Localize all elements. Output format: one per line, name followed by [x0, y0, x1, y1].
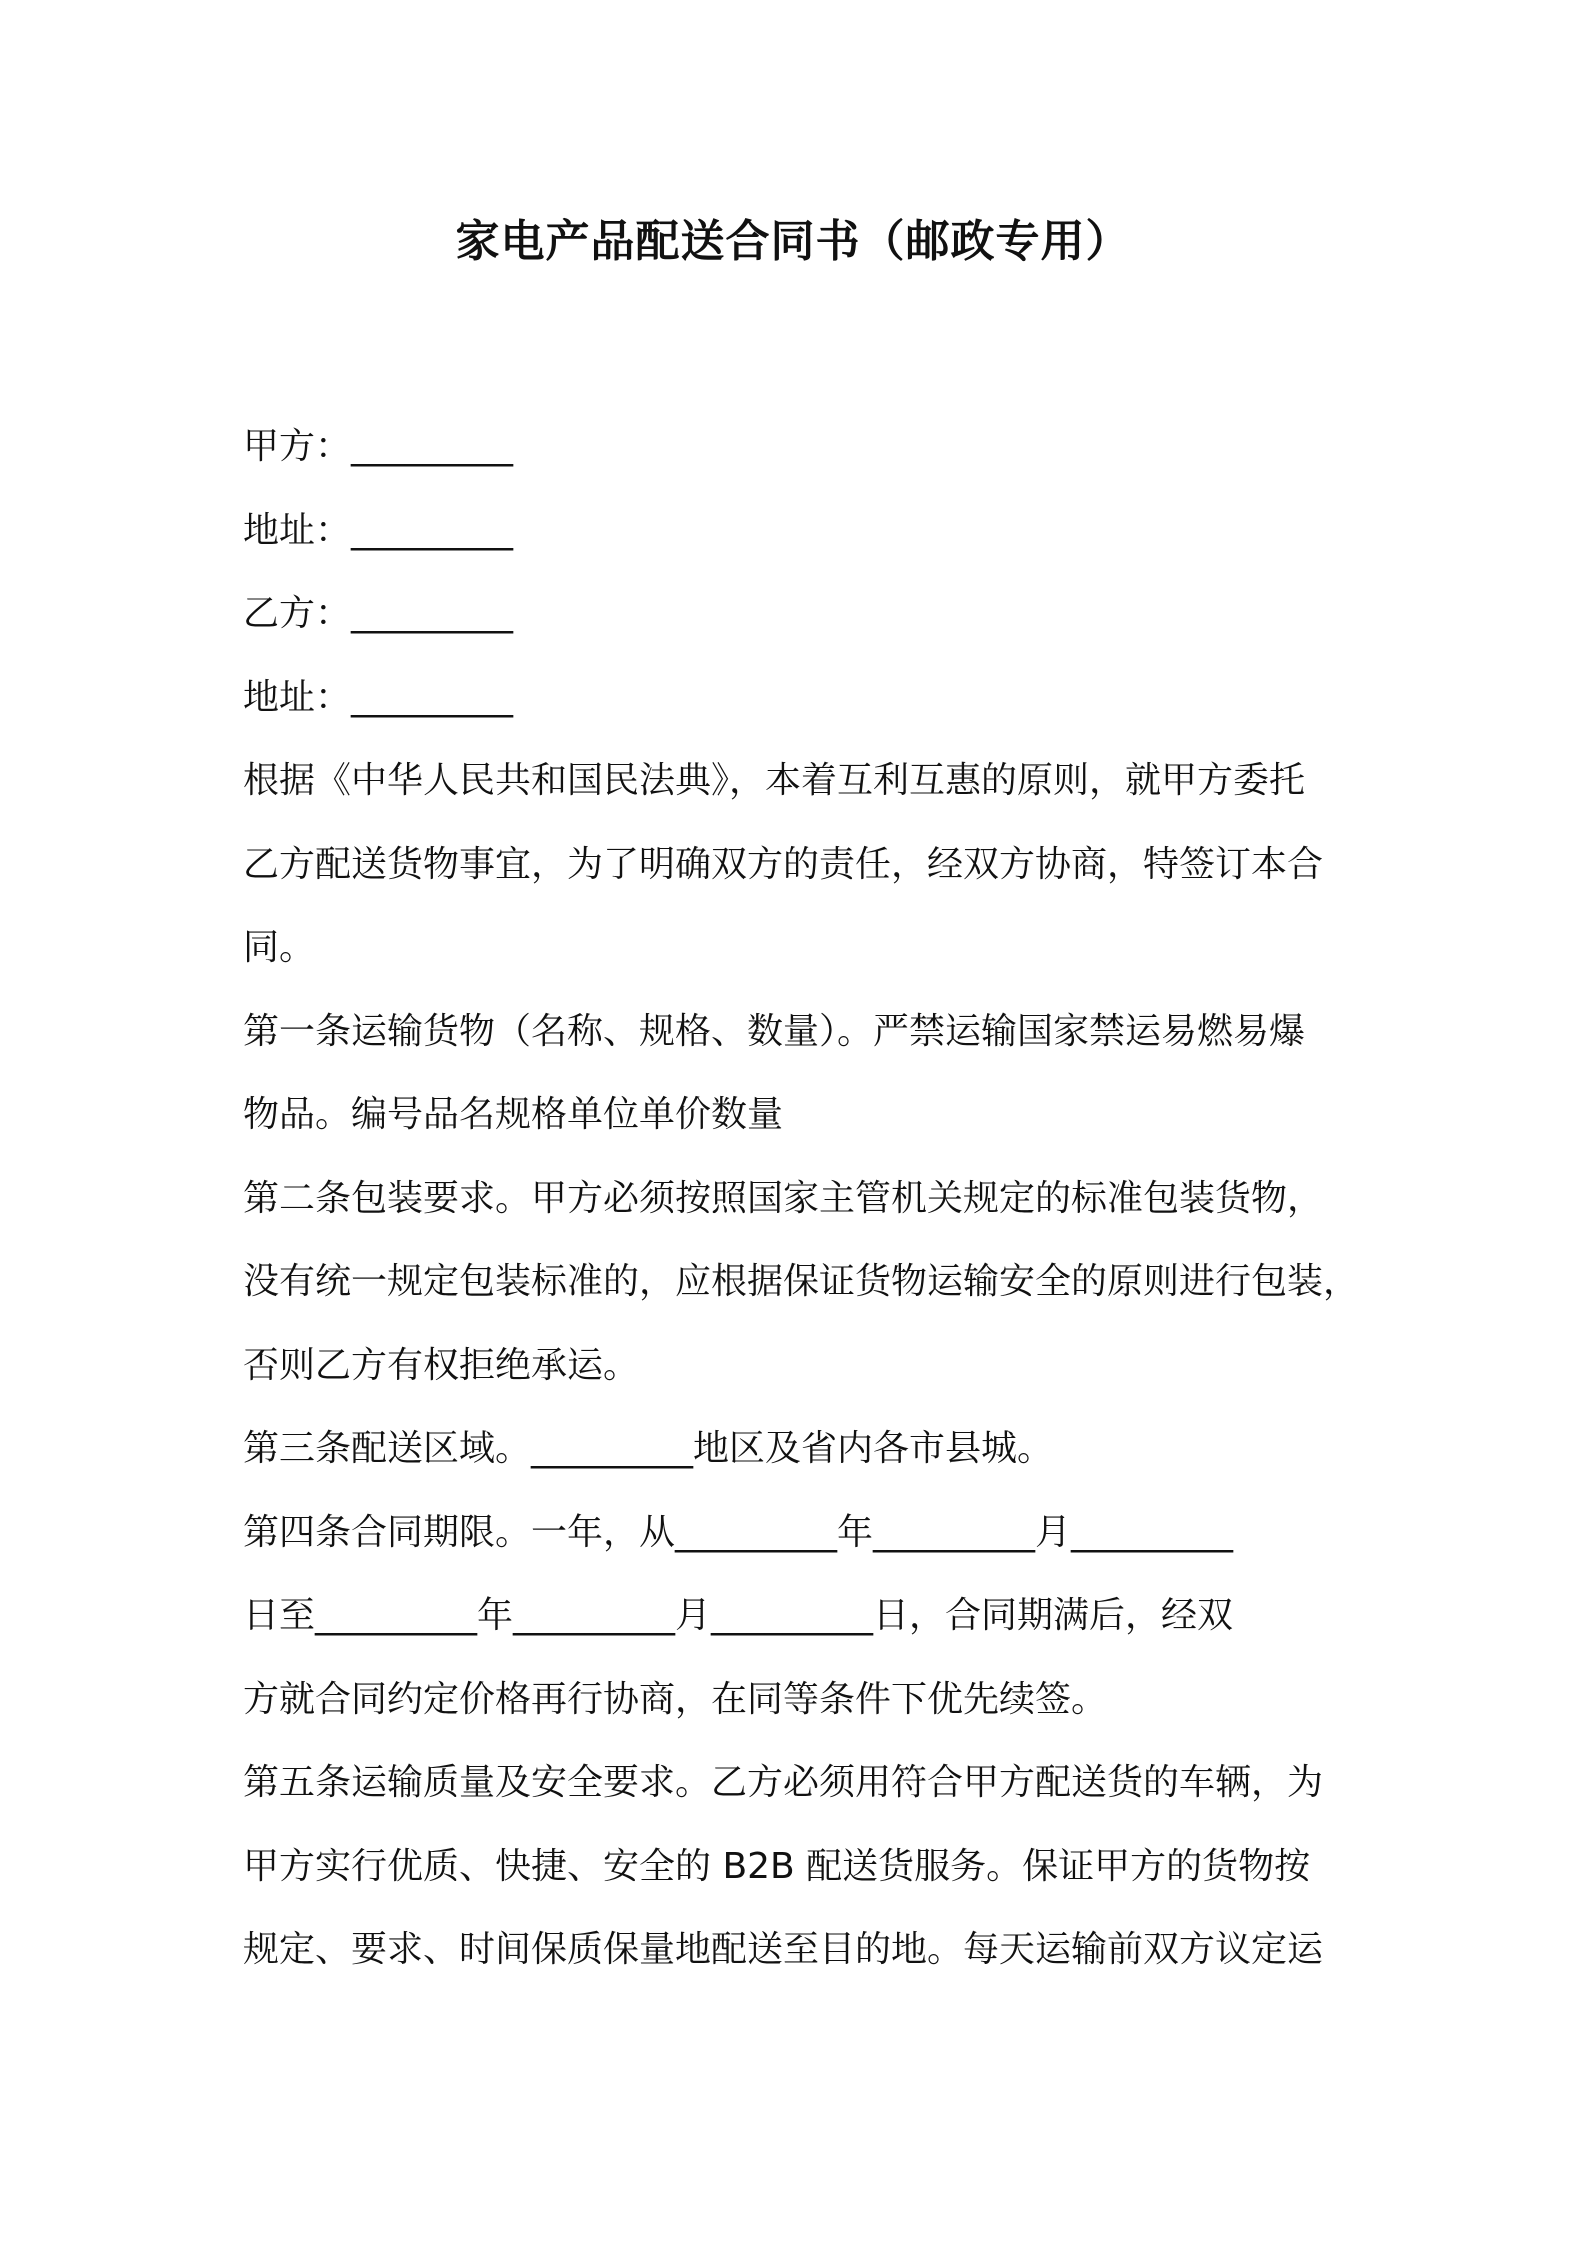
article-4-line-1: 第四条合同期限。一年，从_________年_________月_________: [243, 1511, 1234, 1553]
party-a-address-line: 地址：_________: [243, 509, 514, 551]
article-3-line-1: 第三条配送区域。_________地区及省内各市县城。: [243, 1428, 1054, 1469]
article-1-line-1: 第一条运输货物（名称、规格、数量）。严禁运输国家禁运易燃易爆: [243, 1010, 1306, 1052]
article-2-line-3: 否则乙方有权拒绝承运。: [243, 1344, 640, 1386]
preamble-line-2: 乙方配送货物事宜，为了明确双方的责任，经双方协商，特签订本合: [243, 843, 1324, 885]
party-a-line: 甲方：_________: [243, 426, 514, 467]
article-2-line-1: 第二条包装要求。甲方必须按照国家主管机关规定的标准包装货物，: [243, 1177, 1324, 1219]
preamble-line-3: 同。: [243, 927, 316, 968]
article-1-line-2: 物品。编号品名规格单位单价数量: [243, 1094, 784, 1135]
article-5-line-3: 规定、要求、时间保质保量地配送至目的地。每天运输前双方议定运: [243, 1929, 1324, 1970]
document-title: 家电产品配送合同书（邮政专用）: [455, 216, 1131, 267]
article-5-line-2: 甲方实行优质、快捷、安全的 B2B 配送货服务。保证甲方的货物按: [243, 1845, 1311, 1887]
party-b-line: 乙方：_________: [243, 593, 514, 634]
document-body: [243, 405, 1363, 1992]
article-2-line-2: 没有统一规定包装标准的，应根据保证货物运输安全的原则进行包装，: [243, 1261, 1360, 1302]
preamble-line-1: 根据《中华人民共和国民法典》，本着互利互惠的原则，就甲方委托: [243, 760, 1306, 801]
party-b-address-line: 地址：_________: [243, 676, 514, 718]
article-5-line-1: 第五条运输质量及安全要求。乙方必须用符合甲方配送货的车辆，为: [243, 1762, 1324, 1803]
article-4-line-3: 方就合同约定价格再行协商，在同等条件下优先续签。: [243, 1678, 1108, 1720]
article-4-line-2: 日至_________年_________月_________日，合同期满后，经双: [243, 1595, 1234, 1636]
